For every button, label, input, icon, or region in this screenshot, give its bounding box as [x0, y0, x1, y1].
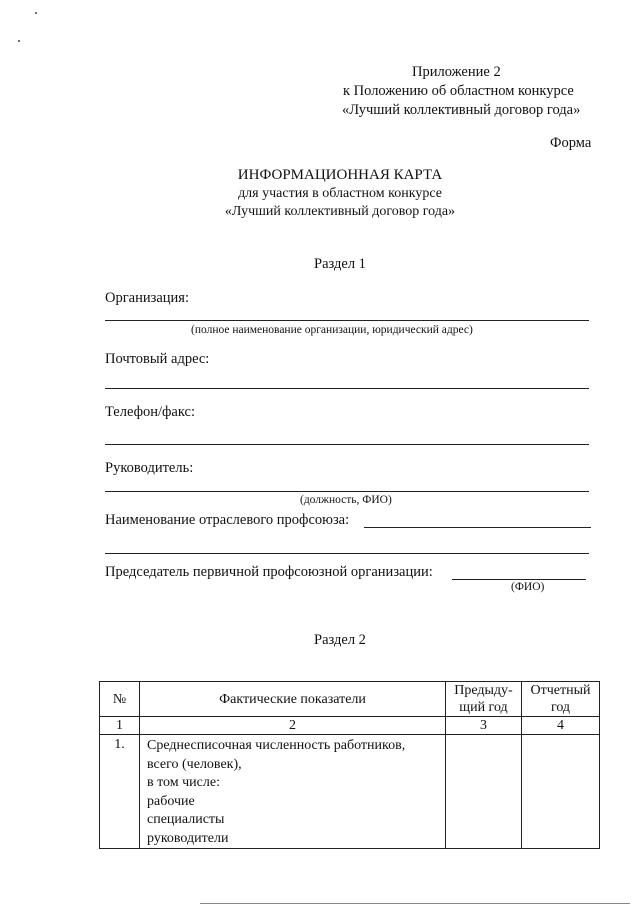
- section-2-heading: Раздел 2: [314, 632, 366, 648]
- row-number: 1.: [100, 735, 140, 849]
- header-previous-year-line-2: щий год: [459, 700, 508, 715]
- document-title: ИНФОРМАЦИОННАЯ КАРТА: [237, 167, 443, 183]
- table-row: [100, 735, 600, 849]
- organization-hint: (полное наименование организации, юридический адрес): [191, 324, 473, 336]
- table-header-row: [100, 682, 600, 717]
- column-number: 2: [140, 717, 446, 735]
- indicator-line: специалисты: [147, 812, 225, 827]
- postal-address-label: Почтовый адрес:: [105, 351, 210, 367]
- phone-fax-field-line[interactable]: [105, 444, 589, 445]
- indicator-line: в том числе:: [147, 775, 220, 790]
- column-number-row: [100, 717, 600, 735]
- header-previous-year: [446, 682, 522, 717]
- union-field-line-2[interactable]: [105, 553, 589, 554]
- header-no: №: [100, 682, 140, 717]
- phone-fax-label: Телефон/факс:: [105, 404, 196, 420]
- scan-mark: [35, 12, 37, 14]
- organization-label: Организация:: [105, 290, 190, 306]
- annex-line-1: Приложение 2: [412, 64, 501, 80]
- column-number: 1: [100, 717, 140, 735]
- indicator-cell: [140, 735, 446, 849]
- indicator-line: рабочие: [147, 793, 195, 809]
- head-label: Руководитель:: [105, 460, 194, 476]
- header-reporting-year-line-1: Отчетный: [530, 683, 591, 698]
- indicator-line: всего (человек),: [147, 756, 242, 772]
- header-previous-year-line-1: Предыду-: [454, 683, 513, 698]
- header-indicators: Фактические показатели: [140, 682, 446, 717]
- union-field-line[interactable]: [364, 527, 591, 528]
- indicators-table: [99, 681, 600, 849]
- column-number: 3: [446, 717, 522, 735]
- indicator-line: руководители: [147, 830, 229, 846]
- indicator-line: Среднесписочная численность работников,: [147, 738, 406, 753]
- head-hint: (должность, ФИО): [300, 494, 392, 506]
- chair-field-line[interactable]: [452, 579, 586, 580]
- chair-label: Председатель первичной профсоюзной организации:: [105, 564, 433, 580]
- form-label: Форма: [550, 135, 592, 151]
- union-label: Наименование отраслевого профсоюза:: [105, 512, 350, 528]
- document-subtitle-2: «Лучший коллективный договор года»: [224, 204, 456, 219]
- scan-edge-line: [200, 903, 630, 904]
- column-number: 4: [522, 717, 600, 735]
- previous-year-value-cell[interactable]: [446, 735, 522, 849]
- annex-line-2: к Положению об областном конкурсе: [343, 83, 574, 99]
- postal-address-field-line[interactable]: [105, 388, 589, 389]
- organization-field-line[interactable]: [105, 320, 589, 321]
- section-1-heading: Раздел 1: [314, 256, 366, 272]
- header-reporting-year: [522, 682, 600, 717]
- scan-mark: [18, 40, 20, 42]
- reporting-year-value-cell[interactable]: [522, 735, 600, 849]
- head-field-line[interactable]: [105, 491, 589, 492]
- document-subtitle-1: для участия в областном конкурсе: [238, 186, 442, 201]
- chair-hint: (ФИО): [511, 581, 545, 593]
- annex-line-3: «Лучший коллективный договор года»: [342, 102, 581, 118]
- header-reporting-year-line-2: год: [550, 700, 571, 715]
